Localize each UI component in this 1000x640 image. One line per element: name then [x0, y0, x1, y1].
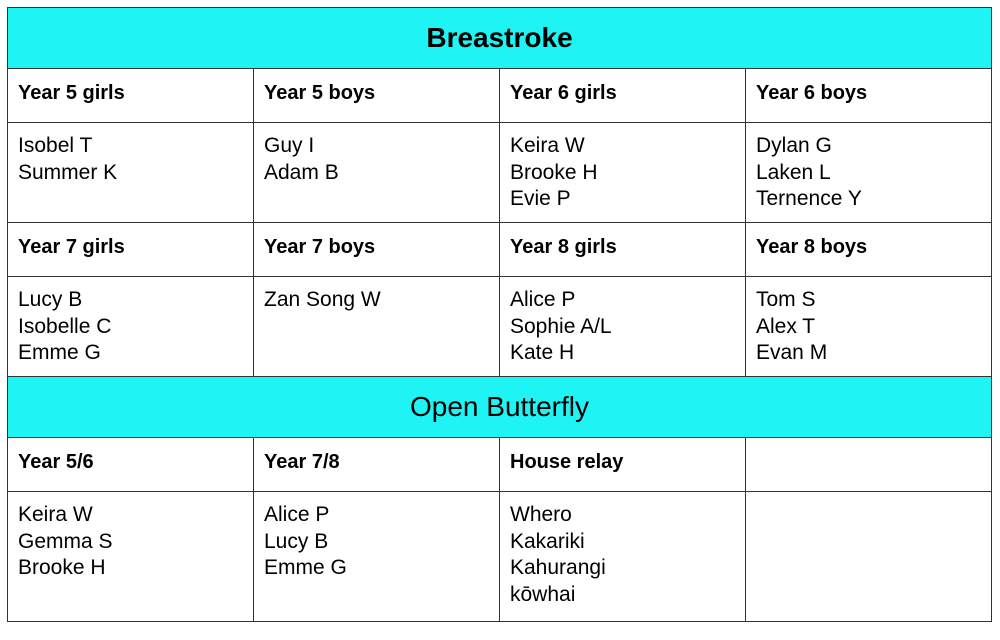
swimmer-name: Zan Song W	[264, 288, 381, 311]
group-header: Year 7 boys	[254, 223, 500, 277]
swimmer-name: Isobel T	[18, 134, 93, 157]
swimmer-name: Sophie A/L	[510, 314, 612, 338]
swimmer-name: Lucy B	[264, 529, 329, 553]
swimmer-name: Keira W	[18, 503, 93, 526]
names-cell	[254, 277, 500, 377]
group-header: House relay	[500, 438, 746, 492]
group-header-row	[8, 69, 992, 123]
swimmer-name: Evan M	[756, 341, 828, 364]
section-title-open-butterfly	[8, 377, 992, 438]
group-header: Year 8 boys	[746, 223, 992, 277]
names-row	[8, 123, 992, 223]
group-header: Year 7/8	[254, 438, 500, 492]
names-cell	[254, 123, 500, 223]
names-cell-empty	[746, 492, 992, 622]
names-cell	[8, 123, 254, 223]
house-name: Whero	[510, 503, 572, 526]
house-name: Kakariki	[510, 529, 585, 553]
group-header: Year 6 boys	[746, 69, 992, 123]
names-cell	[746, 123, 992, 223]
swimmer-name: Laken L	[756, 160, 831, 184]
swimmer-name: Lucy B	[18, 288, 83, 311]
swimmer-name: Alice P	[510, 288, 576, 311]
group-header-row	[8, 223, 992, 277]
names-cell	[254, 492, 500, 622]
names-cell	[500, 123, 746, 223]
house-name: kōwhai	[510, 582, 576, 606]
group-header: Year 5 girls	[8, 69, 254, 123]
names-cell	[500, 492, 746, 622]
section-title: Breastroke	[426, 22, 573, 53]
swimmer-name: Tom S	[756, 288, 816, 311]
section-title-row	[8, 8, 992, 69]
group-header-row	[8, 438, 992, 492]
names-cell	[8, 277, 254, 377]
group-header: Year 6 girls	[500, 69, 746, 123]
group-header-empty	[746, 438, 992, 492]
names-cell	[500, 277, 746, 377]
swimmer-name: Alex T	[756, 314, 816, 338]
names-cell	[746, 277, 992, 377]
swimmer-name: Keira W	[510, 134, 585, 157]
swimmer-name: Gemma S	[18, 529, 113, 553]
names-row	[8, 492, 992, 622]
swimmer-name: Ternence Y	[756, 187, 862, 210]
swimming-events-table	[7, 7, 992, 622]
swimmer-name: Guy I	[264, 134, 315, 157]
swimmer-name: Alice P	[264, 503, 330, 526]
group-header: Year 8 girls	[500, 223, 746, 277]
swimmer-name: Brooke H	[18, 556, 106, 579]
group-header: Year 5 boys	[254, 69, 500, 123]
swimmer-name: Emme G	[18, 341, 101, 364]
section-title-row	[8, 377, 992, 438]
swimmer-name: Evie P	[510, 187, 571, 210]
names-cell	[8, 492, 254, 622]
swimmer-name: Brooke H	[510, 160, 598, 184]
section-title-breastroke	[8, 8, 992, 69]
swimmer-name: Isobelle C	[18, 314, 112, 338]
swimmer-name: Dylan G	[756, 134, 832, 157]
section-title: Open Butterfly	[410, 391, 589, 422]
group-header: Year 5/6	[8, 438, 254, 492]
group-header: Year 7 girls	[8, 223, 254, 277]
house-name: Kahurangi	[510, 556, 606, 579]
swimmer-name: Adam B	[264, 160, 339, 184]
names-row	[8, 277, 992, 377]
swimmer-name: Kate H	[510, 341, 575, 364]
swimmer-name: Emme G	[264, 556, 347, 579]
swimmer-name: Summer K	[18, 160, 118, 184]
